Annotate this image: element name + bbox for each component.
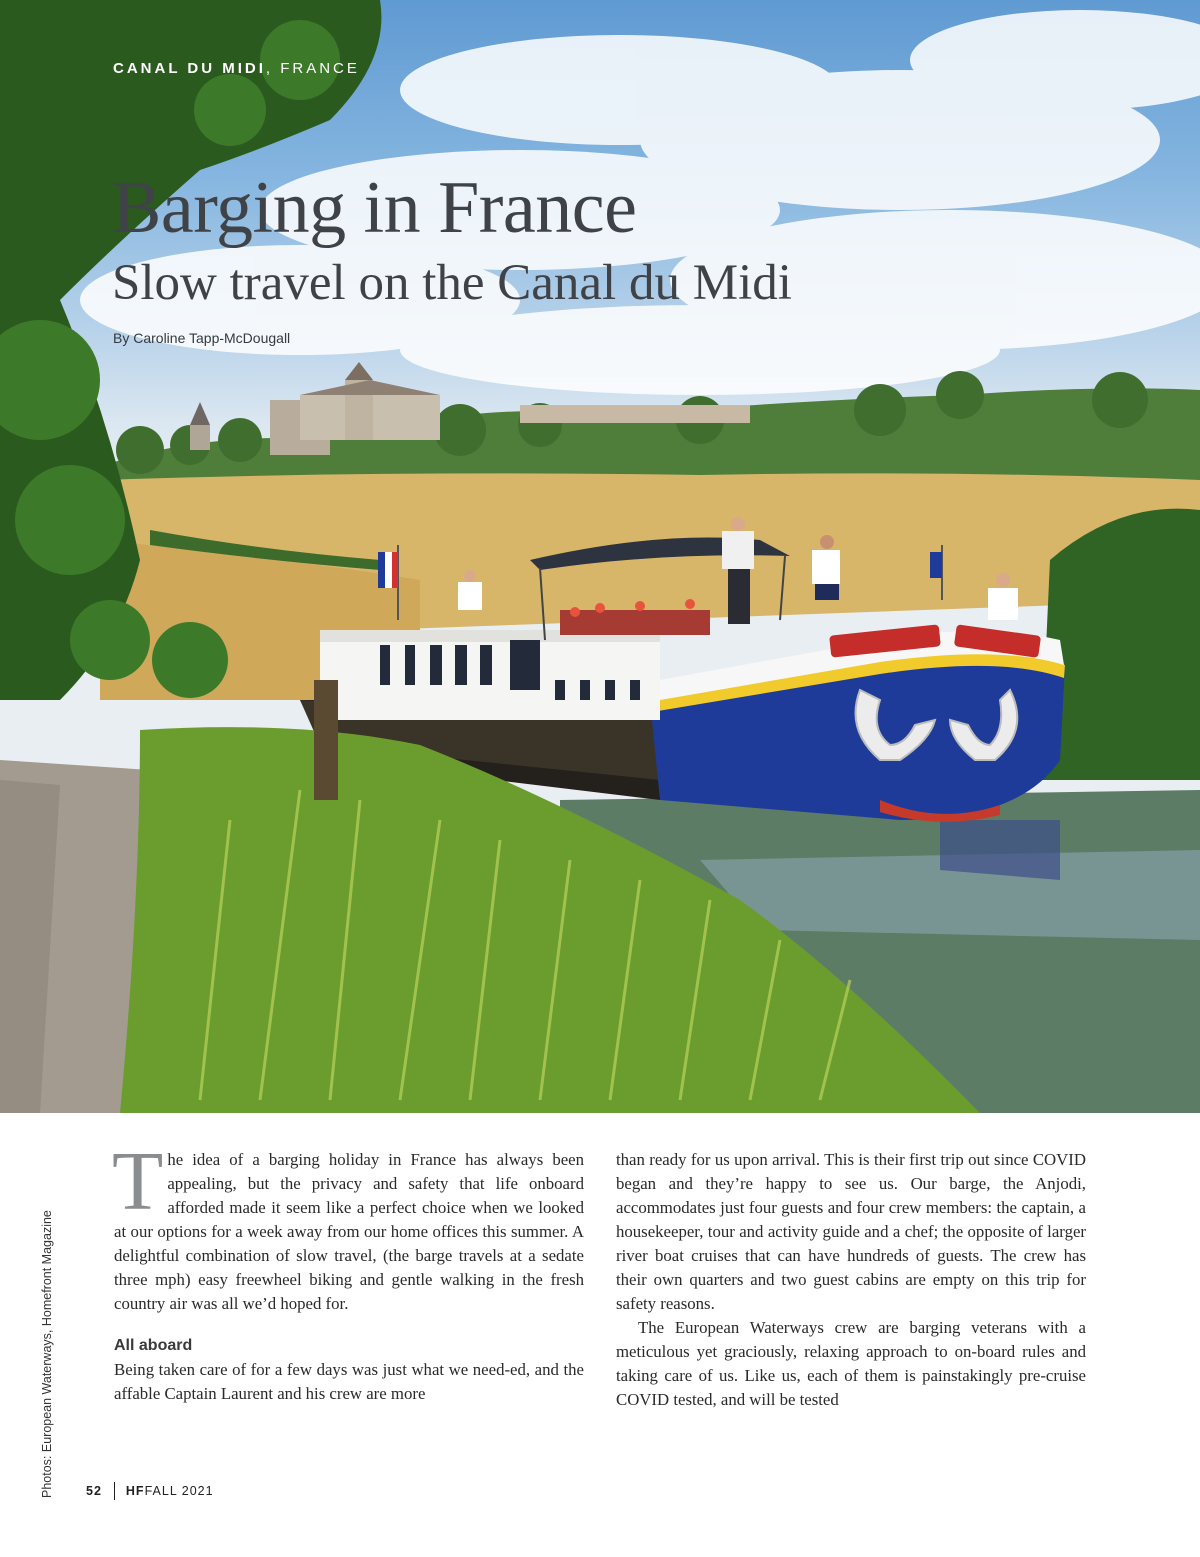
section-kicker: CANAL DU MIDI, FRANCE — [113, 60, 360, 77]
paragraph: The European Waterways crew are barging veterans with a meticulous yet graciously, relaxing approach to on-board rules and taking care of us. Like us, each of them is painstakingly pre-cruise COVID tested, and will be tested — [616, 1318, 1086, 1409]
paragraph-intro: The idea of a barging holiday in France has always been appealing, but the privacy and safety that life onboard afforded made it seem like a perfect choice when we looked at our options for a week away from our home offices this summer. A delightful combination of slow travel, (the barge travels at a sedate three mph) easy freewheel biking and gentle walking in the fresh country air was all we’d hoped for. — [112, 1135, 584, 1313]
section-heading: All aboard — [114, 1337, 193, 1354]
article-column-left — [112, 1135, 584, 1406]
photo-credit: Photos: European Waterways, Homefront Magazine — [40, 1210, 54, 1498]
paragraph: Being taken care of for a few days was just what we need-ed, and the affable Captain Laurent and his crew are more — [114, 1360, 584, 1403]
right-trees — [1040, 509, 1200, 780]
drop-cap: T — [112, 1135, 164, 1228]
footer-divider — [114, 1482, 115, 1500]
page-footer — [86, 1482, 214, 1500]
page-number: 52 — [86, 1484, 102, 1498]
paragraph: than ready for us upon arrival. This is their first trip out since COVID began and they’re happy to see us. Our barge, the Anjodi, accommodates just four guests and four crew members: the captain, a housekeeper, tour and activity guide and a chef; the opposite of larger river boat cruises that can have hundreds of guests. The crew has their own quarters and two guest cabins are empty on this trip for safety reasons. — [616, 1150, 1086, 1313]
issue-label: FALL 2021 — [144, 1484, 214, 1498]
article-subtitle: Slow travel on the Canal du Midi — [112, 255, 792, 311]
magazine-name: HF — [125, 1484, 145, 1498]
article-column-right — [616, 1148, 1086, 1412]
mooring-post — [314, 680, 338, 800]
byline: By Caroline Tapp-McDougall — [113, 330, 291, 346]
article-title: Barging in France — [112, 167, 637, 249]
